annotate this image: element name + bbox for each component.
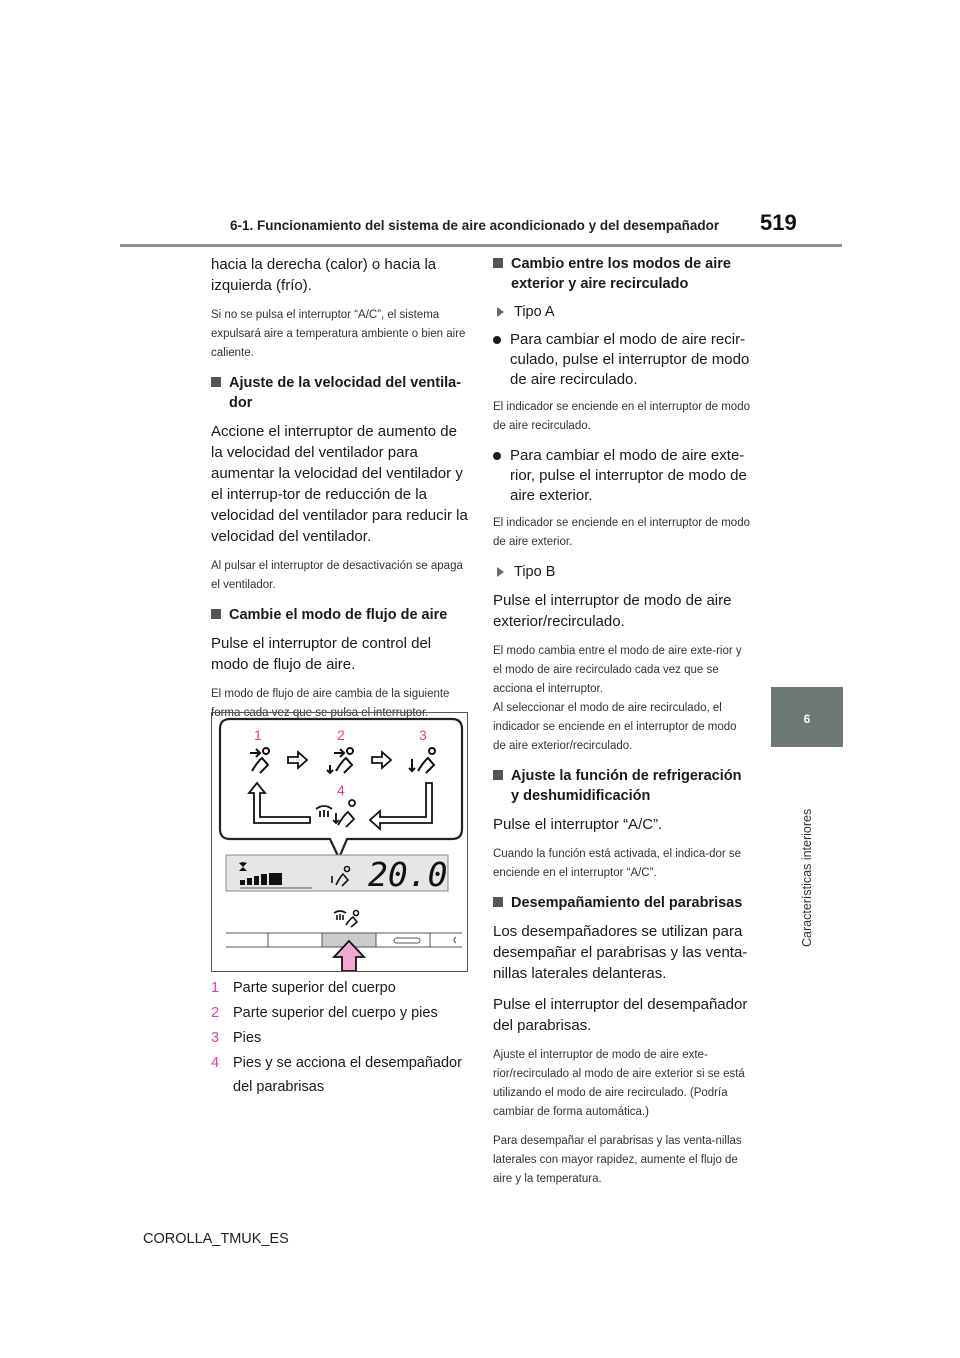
defog-text-1: Los desempañadores se utilizan para desempañar el parabrisas y las venta-nillas laterales delanteras. — [493, 923, 748, 982]
bullet-recirculated-note: El indicador se enciende en el interruptor de modo de aire recirculado. — [493, 401, 750, 432]
chapter-number: 6 — [803, 712, 811, 726]
chapter-label — [800, 757, 816, 947]
section-square-icon — [493, 897, 503, 907]
legend-item: 1 Parte superior del cuerpo — [211, 980, 396, 996]
section-title: 6-1. Funcionamiento del sistema de aire acondicionado y del desempañador — [230, 218, 720, 233]
triangle-bullet-icon — [497, 567, 504, 577]
section-square-icon — [493, 770, 503, 780]
section-square-icon — [211, 377, 221, 387]
callout-1: 1 — [254, 727, 262, 743]
left-column — [211, 254, 469, 733]
callout-4: 4 — [337, 782, 345, 798]
defog-text-2: Pulse el interruptor del desempañador del parabrisas. — [493, 996, 748, 1034]
defog-note-2: Para desempañar el parabrisas y las venta-nillas laterales con mayor rapidez, aumente el flujo de aire y la temperatura. — [493, 1135, 742, 1185]
ac-note: Cuando la función está activada, el indica-dor se enciende en el interruptor “A/C”. — [493, 848, 742, 879]
defog-note-1: Ajuste el interruptor de modo de aire exte-rior/recirculado al modo de aire exterior si se está utilizando el modo de aire recirculado. (Podría cambiar de forma automática.) — [493, 1049, 745, 1118]
type-a-label: Tipo A — [493, 302, 750, 322]
airflow-heading: Cambie el modo de flujo de aire — [211, 605, 469, 625]
intro-text: hacia la derecha (calor) o hacia la izquierda (frío). — [211, 256, 437, 294]
figure-legend — [211, 978, 469, 1104]
recirculation-heading: Cambio entre los modos de aire exterior y aire recirculado — [493, 254, 750, 294]
airflow-mode-figure — [211, 712, 468, 972]
type-b-text: Pulse el interruptor de modo de aire exterior/recirculado. — [493, 592, 732, 630]
intro-note: Si no se pulsa el interruptor “A/C”, el sistema expulsará aire a temperatura ambiente o bien aire caliente. — [211, 309, 466, 359]
bullet-exterior-note: El indicador se enciende en el interruptor de modo de aire exterior. — [493, 517, 750, 548]
airflow-diagram — [212, 713, 467, 971]
type-b-label: Tipo B — [493, 562, 750, 582]
callout-3: 3 — [419, 727, 427, 743]
right-column — [493, 254, 750, 1199]
chapter-label-text: Características interiores — [800, 808, 814, 947]
fan-speed-note: Al pulsar el interruptor de desactivación se apaga el ventilador. — [211, 560, 463, 591]
header-divider — [120, 244, 842, 247]
legend-item: 3 Pies — [211, 1030, 262, 1046]
triangle-bullet-icon — [497, 307, 504, 317]
defog-heading: Desempañamiento del parabrisas — [493, 893, 750, 913]
fan-speed-text: Accione el interruptor de aumento de la velocidad del ventilador para aumentar la velocidad del ventilador y el interrup-tor de reducción de la velocidad del ventilador para reducir la velocidad del ventilador. — [211, 423, 468, 545]
legend-item: 2 Parte superior del cuerpo y pies — [211, 1005, 438, 1021]
fan-speed-heading: Ajuste de la velocidad del ventila-dor — [211, 373, 469, 413]
legend-item: 4 Pies y se acciona el desempañador del parabrisas — [211, 1055, 462, 1095]
defrost-button-icon — [334, 911, 359, 928]
bullet-exterior: Para cambiar el modo de aire exte-rior, pulse el interruptor de modo de aire exterior. — [493, 446, 750, 506]
type-b-note: El modo cambia entre el modo de aire exte-rior y el modo de aire recirculado cada vez que se acciona el interruptor. — [493, 645, 742, 695]
temperature-readout: 20.0 — [368, 855, 448, 894]
ac-text: Pulse el interruptor “A/C”. — [493, 816, 663, 833]
airflow-note: El modo de flujo de aire cambia de la siguiente forma cada vez que se pulsa el interruptor. — [211, 688, 450, 719]
page-number: 519 — [760, 210, 797, 235]
callout-2: 2 — [337, 727, 345, 743]
bullet-recirculated: Para cambiar el modo de aire recir-culado, pulse el interruptor de modo de aire recirculado. — [493, 330, 750, 390]
type-b-note-2: Al seleccionar el modo de aire recirculado, el indicador se enciende en el interruptor de modo de aire exterior/recirculado. — [493, 702, 737, 752]
document-code: COROLLA_TMUK_ES — [143, 1231, 289, 1247]
section-square-icon — [211, 609, 221, 619]
ac-heading: Ajuste la función de refrigeración y deshumidificación — [493, 766, 750, 806]
section-square-icon — [493, 258, 503, 268]
airflow-text: Pulse el interruptor de control del modo de flujo de aire. — [211, 635, 432, 673]
